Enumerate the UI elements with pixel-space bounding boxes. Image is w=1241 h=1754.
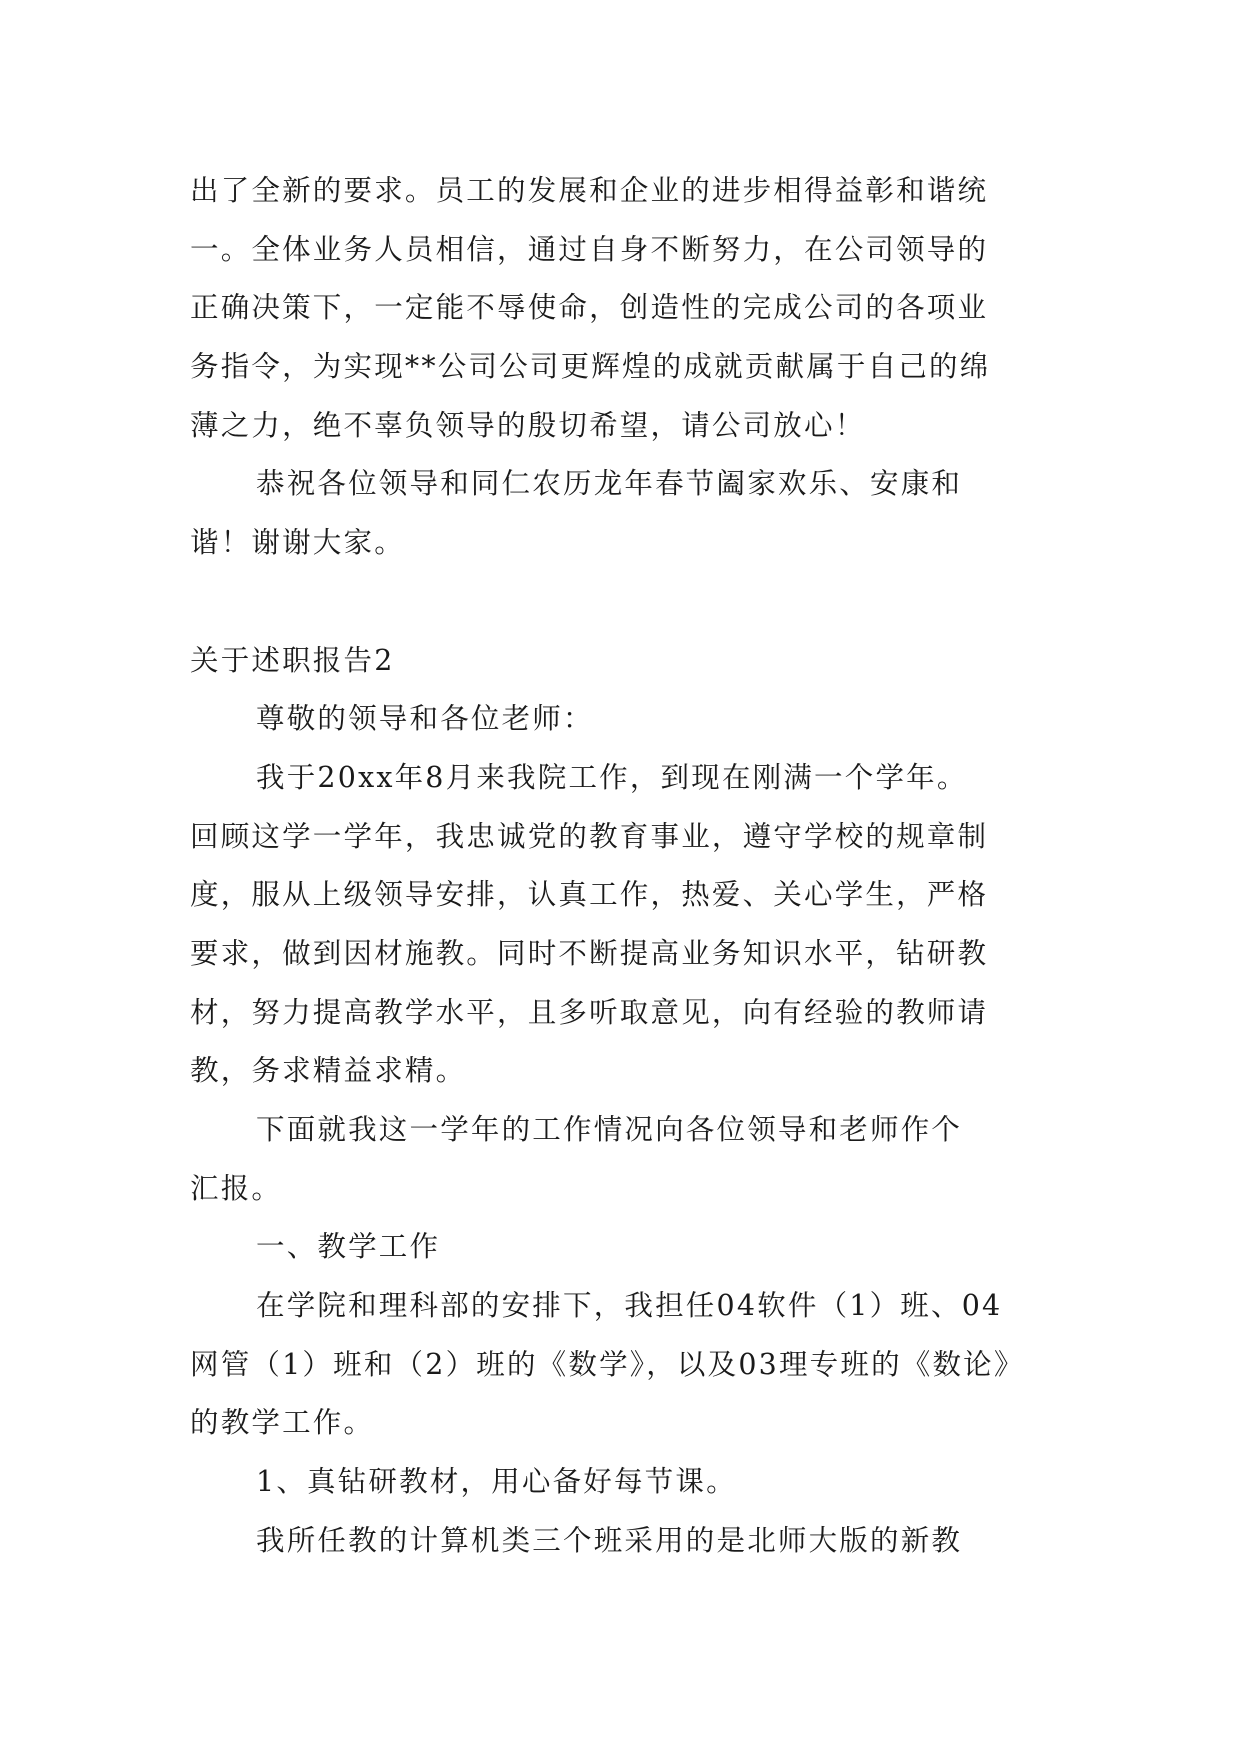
numbered-item: 1、真钻研教材，用心备好每节课。 (256, 1465, 737, 1499)
text-line: 正确决策下，一定能不辱使命，创造性的完成公司的各项业 (190, 291, 989, 325)
text-line: 度，服从上级领导安排，认真工作，热爱、关心学生，严格 (190, 878, 989, 912)
text-line: 薄之力，绝不辜负领导的殷切希望，请公司放心！ (190, 408, 866, 442)
paragraph-first-line: 我所任教的计算机类三个班采用的是北师大版的新教 (256, 1523, 963, 1557)
subsection-heading: 一、教学工作 (256, 1230, 441, 1264)
text-line: 一。全体业务人员相信，通过自身不断努力，在公司领导的 (190, 232, 989, 266)
text-line: 回顾这学一学年，我忠诚党的教育事业，遵守学校的规章制 (190, 819, 989, 853)
text-line: 网管（1）班和（2）班的《数学》，以及03理专班的《数论》 (190, 1347, 1025, 1381)
paragraph-first-line: 在学院和理科部的安排下，我担任04软件（1）班、04 (256, 1289, 1003, 1323)
salutation: 尊敬的领导和各位老师： (256, 702, 594, 736)
text-line: 材，努力提高教学水平，且多听取意见，向有经验的教师请 (190, 995, 989, 1029)
section-title: 关于述职报告2 (190, 643, 395, 677)
section-gap (190, 573, 1052, 632)
text-line: 务指令，为实现**公司公司更辉煌的成就贡献属于自己的绵 (190, 350, 991, 384)
text-line: 谐！谢谢大家。 (190, 526, 405, 560)
paragraph-first-line: 恭祝各位领导和同仁农历龙年春节阖家欢乐、安康和 (256, 467, 963, 501)
paragraph-first-line: 下面就我这一学年的工作情况向各位领导和老师作个 (256, 1113, 963, 1146)
document-body (190, 162, 1052, 1571)
text-line: 教，务求精益求精。 (190, 1054, 467, 1088)
text-line: 汇报。 (190, 1171, 283, 1205)
paragraph-first-line: 我于20xx年8月来我院工作，到现在刚满一个学年。 (256, 760, 968, 794)
text-line: 的教学工作。 (190, 1406, 375, 1440)
text-line: 出了全新的要求。员工的发展和企业的进步相得益彰和谐统 (190, 174, 989, 207)
text-line: 要求，做到因材施教。同时不断提高业务知识水平，钻研教 (190, 936, 989, 970)
